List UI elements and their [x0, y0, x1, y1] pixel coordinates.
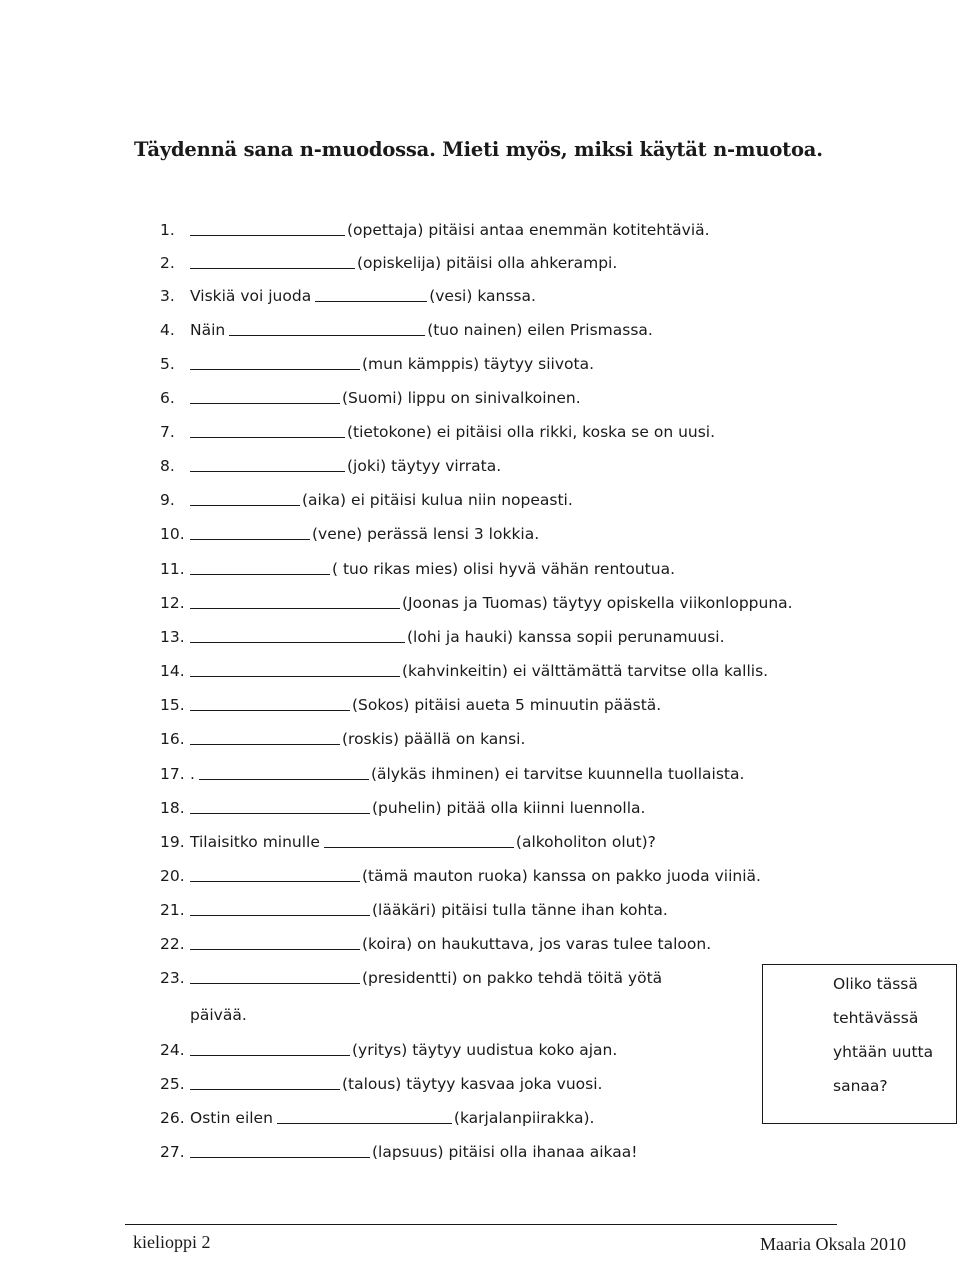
exercise-number: 19.	[160, 833, 185, 851]
exercise-item	[160, 450, 501, 476]
exercise-hint: (karjalanpiirakka).	[453, 1109, 595, 1127]
exercise-number: 17.	[160, 765, 185, 783]
exercise-hint: (roskis) päällä on kansi.	[342, 730, 526, 748]
answer-blank[interactable]	[190, 949, 360, 950]
answer-blank[interactable]	[190, 403, 340, 404]
answer-blank[interactable]	[190, 505, 300, 506]
exercise-number: 24.	[160, 1041, 185, 1059]
exercise-hint: (koira) on haukuttava, jos varas tulee taloon.	[362, 935, 712, 953]
answer-blank[interactable]	[190, 642, 405, 643]
exercise-hint: (aika) ei pitäisi kulua niin nopeasti.	[302, 491, 573, 509]
exercise-number: 27.	[160, 1143, 185, 1161]
exercise-hint: (Joonas ja Tuomas) täytyy opiskella viikonloppuna.	[402, 594, 793, 612]
exercise-item	[160, 792, 645, 818]
exercise-prefix: Ostin eilen	[190, 1109, 273, 1127]
exercise-number: 15.	[160, 696, 185, 714]
answer-blank[interactable]	[229, 335, 425, 336]
answer-blank[interactable]	[190, 574, 330, 575]
answer-blank[interactable]	[190, 471, 345, 472]
exercise-item	[160, 826, 656, 852]
footer-author: Maaria Oksala 2010	[760, 1234, 906, 1254]
exercise-hint: (opiskelija) pitäisi olla ahkerampi.	[357, 254, 618, 272]
exercise-number: 7.	[160, 423, 175, 441]
exercise-hint: (lääkäri) pitäisi tulla tänne ihan kohta.	[372, 901, 668, 919]
exercise-prefix: Tilaisitko minulle	[190, 833, 320, 851]
answer-blank[interactable]	[190, 1089, 340, 1090]
exercise-item	[160, 214, 710, 240]
answer-blank[interactable]	[190, 983, 360, 984]
exercise-item	[160, 1034, 617, 1060]
exercise-hint: (älykäs ihminen) ei tarvitse kuunnella tuollaista.	[370, 765, 745, 783]
exercise-number: 11.	[160, 560, 185, 578]
exercise-number: 22.	[160, 935, 185, 953]
footer-course: kielioppi 2	[133, 1232, 211, 1252]
exercise-hint: (vesi) kanssa.	[429, 287, 536, 305]
exercise-number: 18.	[160, 799, 185, 817]
exercise-prefix: Viskiä voi juoda	[190, 287, 312, 305]
exercise-hint: (joki) täytyy virrata.	[347, 457, 502, 475]
exercise-item	[160, 553, 675, 579]
answer-blank[interactable]	[190, 813, 370, 814]
exercise-hint: ( tuo rikas mies) olisi hyvä vähän rentoutua.	[332, 560, 676, 578]
exercise-item	[160, 689, 661, 715]
exercise-item	[160, 928, 711, 954]
exercise-number: 4.	[160, 321, 175, 339]
exercise-item	[160, 348, 594, 374]
exercise-number: 3.	[160, 287, 175, 305]
exercise-hint: (Suomi) lippu on sinivalkoinen.	[342, 389, 581, 407]
box-line: tehtävässä	[833, 1009, 919, 1027]
exercise-number: 8.	[160, 457, 175, 475]
exercise-item	[160, 314, 653, 340]
answer-blank[interactable]	[277, 1123, 452, 1124]
exercise-hint: (kahvinkeitin) ei välttämättä tarvitse olla kallis.	[402, 662, 769, 680]
exercise-hint: (tuo nainen) eilen Prismassa.	[427, 321, 653, 339]
exercise-hint: (lohi ja hauki) kanssa sopii perunamuusi.	[407, 628, 725, 646]
exercise-prefix: Näin	[190, 321, 226, 339]
answer-blank[interactable]	[190, 676, 400, 677]
exercise-hint: (tämä mauton ruoka) kanssa on pakko juoda viiniä.	[362, 867, 761, 885]
exercise-number: 12.	[160, 594, 185, 612]
answer-blank[interactable]	[190, 744, 340, 745]
answer-blank[interactable]	[190, 1157, 370, 1158]
exercise-item	[160, 416, 715, 442]
exercise-item	[160, 621, 725, 647]
exercise-hint: (alkoholiton olut)?	[515, 833, 656, 851]
exercise-number: 2.	[160, 254, 175, 272]
exercise-number: 13.	[160, 628, 185, 646]
exercise-number: 21.	[160, 901, 185, 919]
answer-blank[interactable]	[190, 235, 345, 236]
exercise-item	[160, 280, 536, 306]
answer-blank[interactable]	[190, 268, 355, 269]
answer-blank[interactable]	[190, 915, 370, 916]
exercise-item	[160, 518, 539, 544]
exercise-item	[160, 894, 668, 920]
answer-blank[interactable]	[190, 539, 310, 540]
exercise-hint: (puhelin) pitää olla kiinni luennolla.	[372, 799, 646, 817]
worksheet-title: Täydennä sana n-muodossa. Mieti myös, miksi käytät n-muotoa.	[134, 138, 823, 161]
box-line: Oliko tässä	[833, 975, 918, 993]
answer-blank[interactable]	[190, 608, 400, 609]
exercise-item	[160, 860, 761, 886]
exercise-hint: (presidentti) on pakko tehdä töitä yötä	[362, 969, 663, 987]
exercise-number: 25.	[160, 1075, 185, 1093]
exercise-23-continuation: päivää.	[190, 1006, 247, 1024]
exercise-number: 1.	[160, 221, 175, 239]
exercise-number: 20.	[160, 867, 185, 885]
answer-blank[interactable]	[190, 710, 350, 711]
box-line: sanaa?	[833, 1077, 888, 1095]
exercise-hint: (vene) perässä lensi 3 lokkia.	[312, 525, 540, 543]
exercise-number: 5.	[160, 355, 175, 373]
answer-blank[interactable]	[190, 1055, 350, 1056]
new-words-box	[762, 964, 957, 1124]
exercise-item	[160, 1068, 602, 1094]
answer-blank[interactable]	[315, 301, 427, 302]
exercise-hint: (opettaja) pitäisi antaa enemmän kotitehtäviä.	[347, 221, 710, 239]
exercise-item	[160, 1136, 637, 1162]
exercise-item	[160, 962, 662, 988]
exercise-number: 6.	[160, 389, 175, 407]
exercise-hint: (tietokone) ei pitäisi olla rikki, koska se on uusi.	[347, 423, 716, 441]
exercise-number: 16.	[160, 730, 185, 748]
exercise-prefix: .	[190, 765, 195, 783]
answer-blank[interactable]	[190, 881, 360, 882]
exercise-item	[160, 484, 573, 510]
exercise-number: 9.	[160, 491, 175, 509]
answer-blank[interactable]	[199, 779, 369, 780]
box-line: yhtään uutta	[833, 1043, 934, 1061]
exercise-item	[160, 247, 617, 273]
exercise-number: 26.	[160, 1109, 185, 1127]
exercise-item	[160, 382, 581, 408]
answer-blank[interactable]	[190, 437, 345, 438]
exercise-hint: (talous) täytyy kasvaa joka vuosi.	[342, 1075, 603, 1093]
exercise-number: 23.	[160, 969, 185, 987]
exercise-number: 14.	[160, 662, 185, 680]
exercise-hint: (lapsuus) pitäisi olla ihanaa aikaa!	[372, 1143, 638, 1161]
exercise-item	[160, 587, 793, 613]
exercise-hint: (mun kämppis) täytyy siivota.	[362, 355, 595, 373]
answer-blank[interactable]	[324, 847, 514, 848]
exercise-hint: (yritys) täytyy uudistua koko ajan.	[352, 1041, 618, 1059]
exercise-hint: (Sokos) pitäisi aueta 5 minuutin päästä.	[352, 696, 662, 714]
footer-divider	[125, 1224, 837, 1225]
exercise-item	[160, 1102, 594, 1128]
answer-blank[interactable]	[190, 369, 360, 370]
exercise-item	[160, 655, 768, 681]
exercise-number: 10.	[160, 525, 185, 543]
exercise-item	[160, 758, 744, 784]
exercise-item	[160, 723, 525, 749]
